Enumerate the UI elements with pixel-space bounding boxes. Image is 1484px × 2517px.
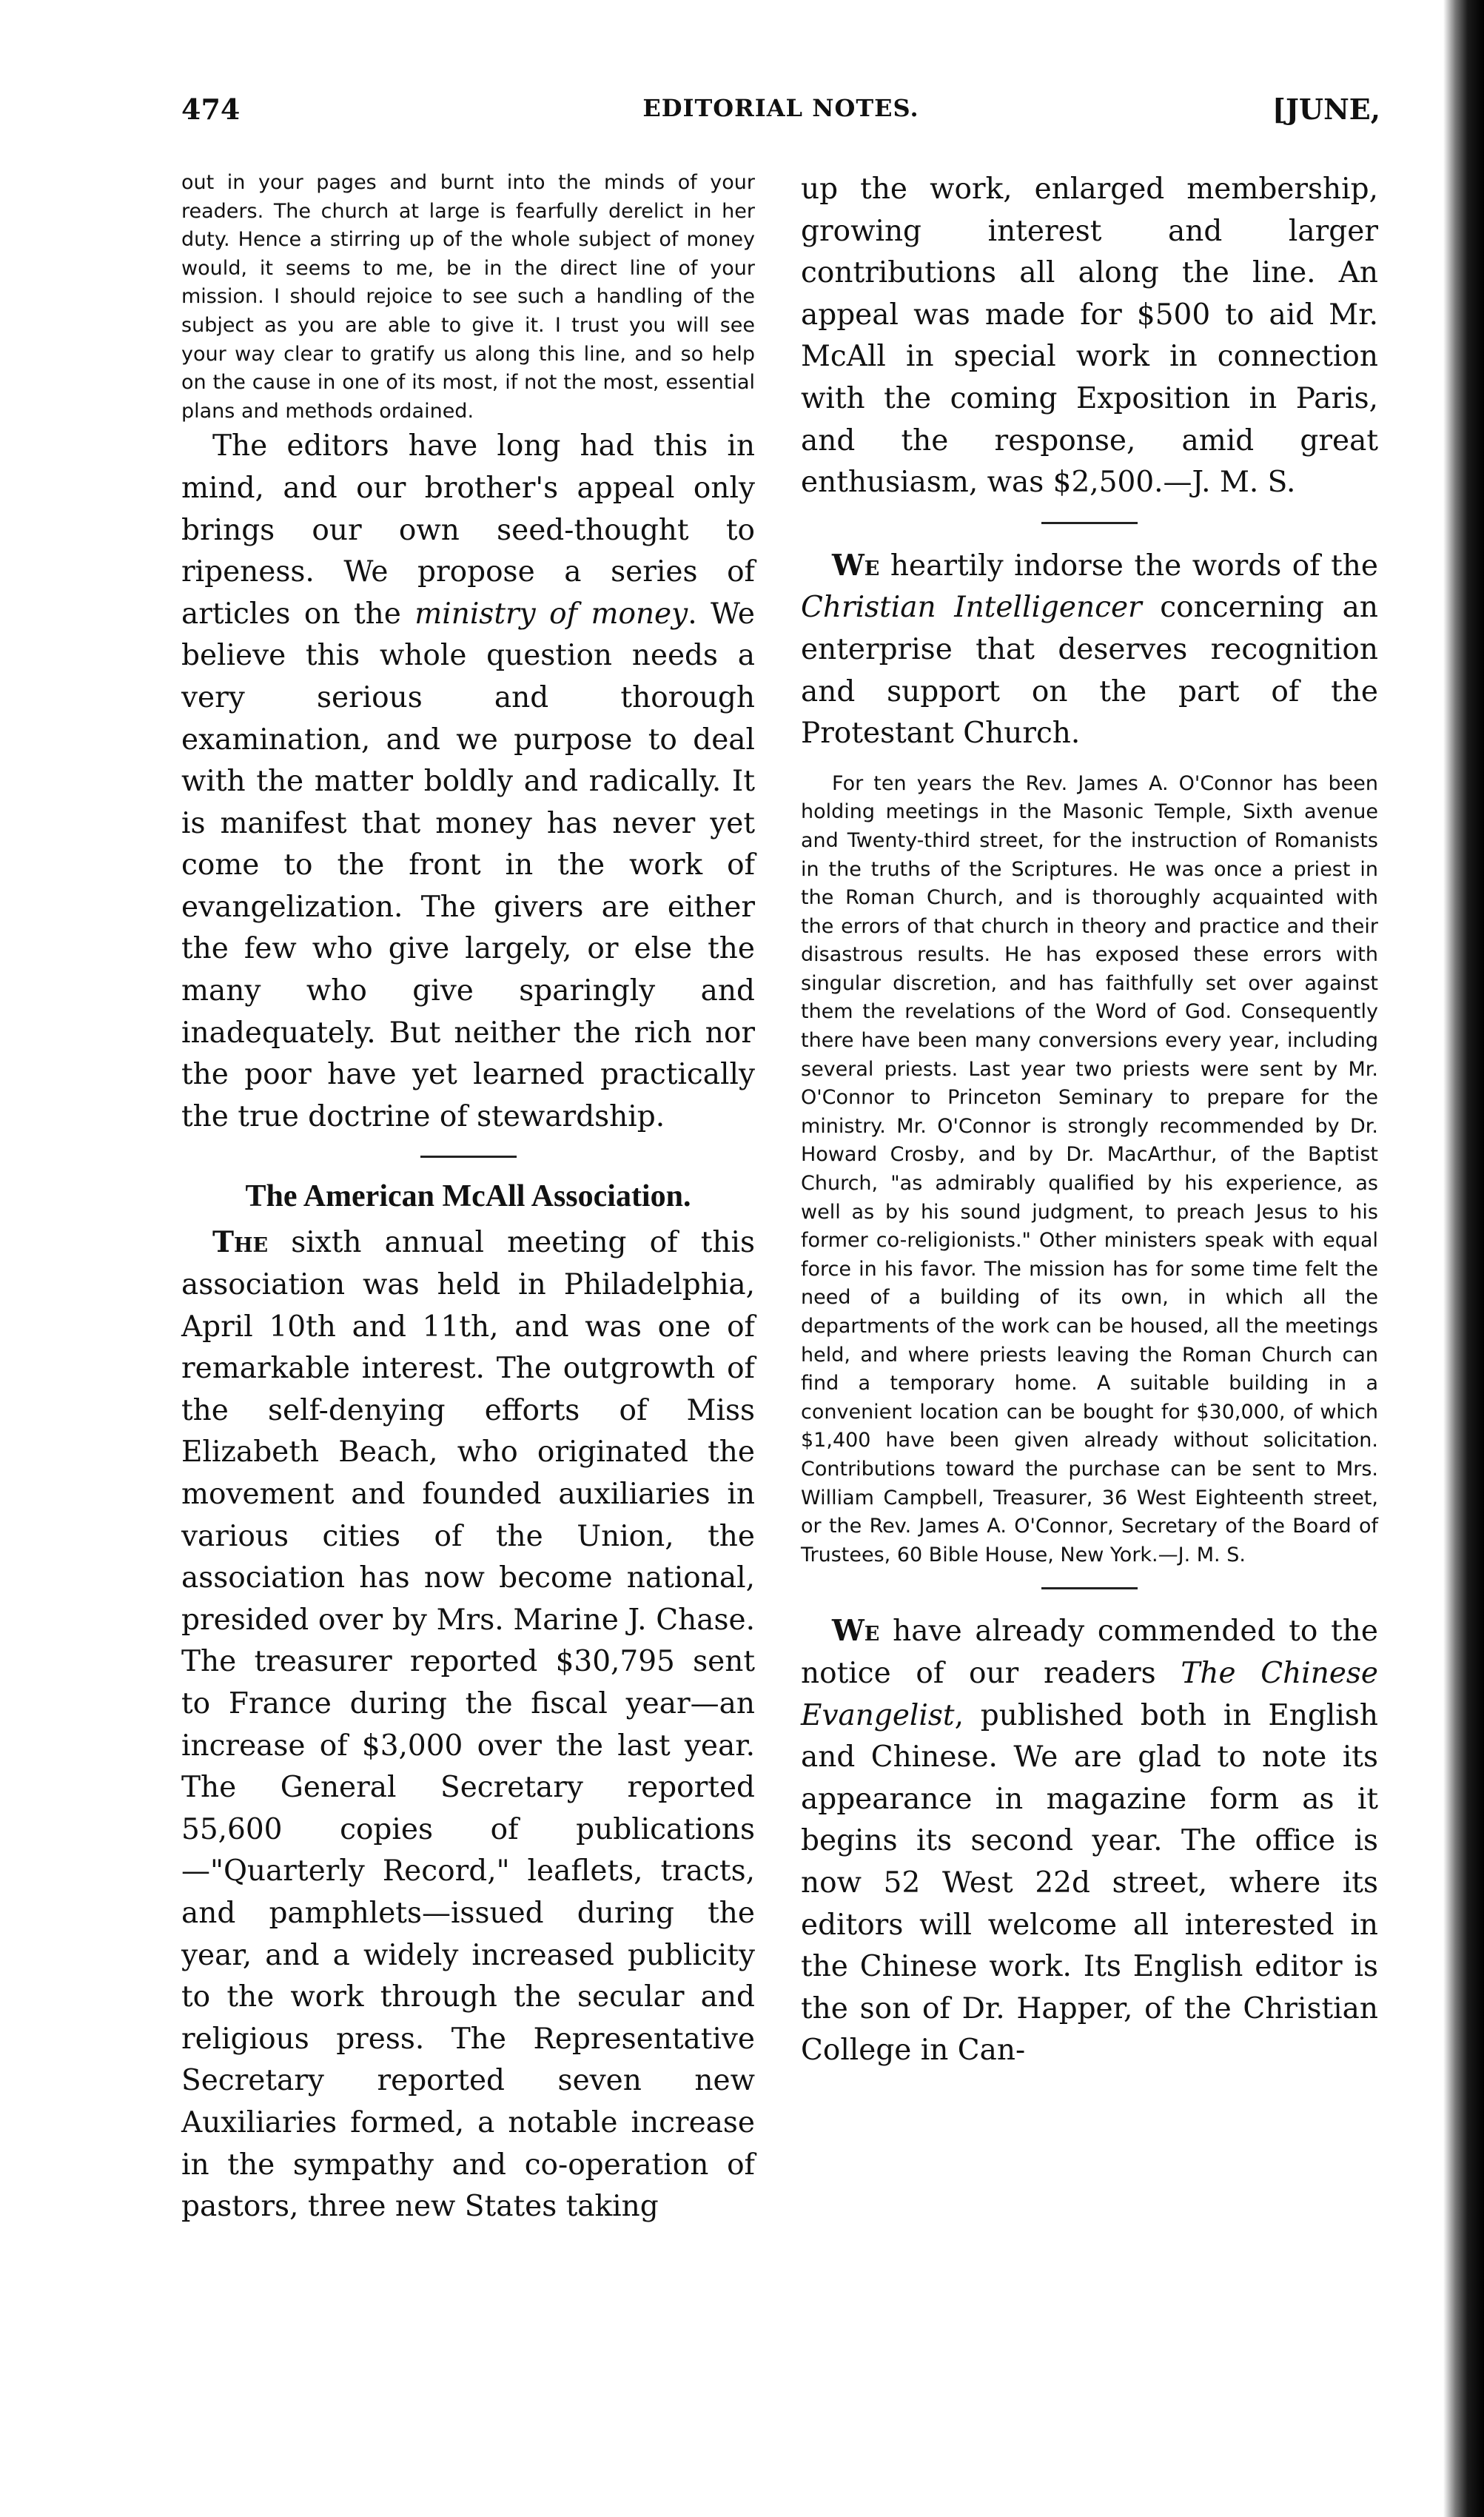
letter-continuation: out in your pages and burnt into the minds of your readers. The church at large is fearfully derelict in her duty. Hence a stirring up of the whole subject of money would, it seems to me, be in the direct line of your mission. I should rejoice to see such a handling of the subject as you are able to give it. I trust you will see your way clear to gratify us along this line, and so help on the cause in one of its most, if not the most, essential plans and methods ordained. (181, 171, 755, 423)
indorse-italic: Christian Intelligencer (801, 591, 1142, 625)
scan-page-edge (1443, 0, 1484, 2517)
indorse-lead: We (832, 548, 880, 583)
section-divider (1041, 1587, 1138, 1589)
editors-text-1: The editors have long had this in mind, and our brother's appeal only brings our own seed-thought to ripeness. We propose a series of articles on the (181, 429, 755, 631)
indorse-text-1: heartily indorse the words of the (879, 549, 1378, 583)
evangelist-text-2: , published both in English and Chinese. We are glad to note its appearance in magazine form as it begins its second year. The office is now 52 West 22d street, where its editors will welcome all interested in the Chinese work. Its English editor is the son of Dr. Happer, of the Christian College in Can- (801, 1698, 1378, 2068)
editors-italic: ministry of money (414, 597, 688, 631)
indorse-paragraph (801, 545, 1378, 755)
mcall-body: sixth annual meeting of this association was held in Philadelphia, April 10th and 11th, and was one of remarkable interest. The outgrowth of the self-denying efforts of Miss Elizabeth Beach, who originated the movement and founded auxiliaries in various cities of the Union, the association has now become national, presided over by Mrs. Marine J. Chase. The treasurer reported $30,795 sent to France during the fiscal year—an increase of $3,000 over the last year. The General Secretary reported 55,600 copies of publications—"Quarterly Record," leaflets, tracts, and pamphlets—issued during the year, and a widely increased publicity to the work through the secular and religious press. The Representative Secretary reported seven new Auxiliaries formed, a notable increase in the sympathy and co-operation of pastors, three new States taking (181, 1226, 755, 2224)
mcall-lead: The (212, 1225, 269, 1260)
evangelist-text-1: have already commended to the notice of our readers (801, 1615, 1378, 1690)
running-title: EDITORIAL NOTES. (642, 94, 919, 122)
page-header (181, 93, 1380, 137)
mcall-paragraph (181, 1221, 755, 2228)
oconnor-quote: For ten years the Rev. James A. O'Connor has been holding meetings in the Masonic Temple, Sixth avenue and Twenty-third street, for the instruction of Romanists in the truths of the Scriptures. He was once a priest in the Roman Church, and is thoroughly acquainted with the errors of that church in theory and practice and their disastrous results. He has exposed these errors with singular discretion, and has faithfully set over against them the revelations of the Word of God. Consequently there have been many conversions every year, including several priests. Last year two priests were sent by Mr. O'Connor to Princeton Seminary to prepare for the ministry. Mr. O'Connor is strongly recommended by Dr. Howard Crosby, and by Dr. MacArthur, of the Baptist Church, "as admirably qualified by his experience, as well as by his sound judgment, to preach Jesus to his former co-religionists." Other ministers speak with equal force in his favor. The mission has for some time felt the need of a building of its own, in which all the departments of the work can be housed, all the meetings held, and where priests leaving the Roman Church can find a temporary home. A suitable building in a convenient location can be bought for $30,000, of which $1,400 have been given already without solicitation. Contributions toward the purchase can be sent to Mrs. William Campbell, Treasurer, 36 West Eighteenth street, or the Rev. James A. O'Connor, Secretary of the Board of Trustees, 60 Bible House, New York.—J. M. S. (801, 771, 1378, 1566)
evangelist-italic: The Chinese Evangelist (801, 1656, 1378, 1732)
indorse-text-2: concerning an enterprise that deserves recognition and support on the part of the Protestant Church. (801, 591, 1378, 751)
right-column (801, 169, 1378, 2072)
section-divider (420, 1156, 517, 1158)
evangelist-paragraph (801, 1610, 1378, 2072)
editors-text-2: . We believe this whole question needs a very serious and thorough examination, and we purpose to deal with the matter boldly and radically. It is manifest that money has never yet come to the front in the work of evangelization. The givers are either the few who give largely, or else the many who give sparingly and inadequately. But neither the rich nor the poor have yet learned practically the true doctrine of stewardship. (181, 597, 756, 1133)
editors-paragraph (181, 426, 755, 1138)
section-divider (1041, 522, 1138, 524)
page-number: 474 (181, 93, 241, 126)
running-month: [JUNE, (1272, 93, 1380, 126)
left-column (181, 169, 755, 2228)
evangelist-lead: We (832, 1614, 880, 1649)
mcall-heading: The American McAll Association. (245, 1179, 691, 1214)
mcall-continuation: up the work, enlarged membership, growing interest and larger contributions all along the line. An appeal was made for $500 to aid Mr. McAll in special work in connection with the coming Exposition in Paris, and the response, amid great enthusiasm, was $2,500.—J. M. S. (801, 172, 1378, 500)
